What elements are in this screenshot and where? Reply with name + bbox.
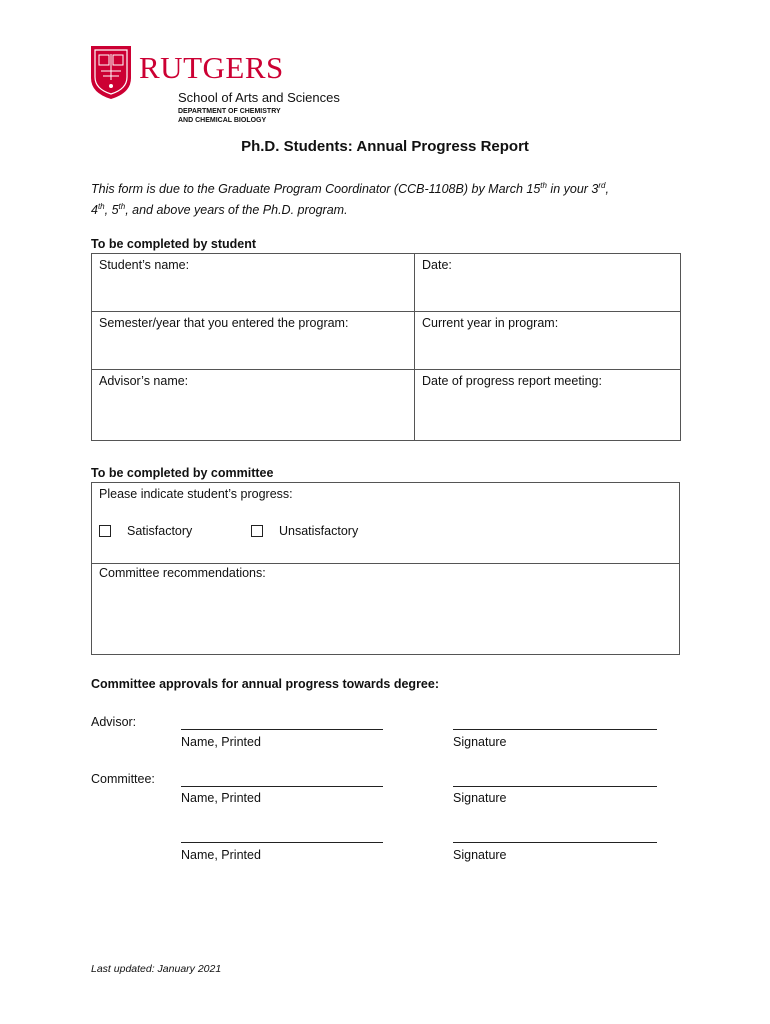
committee-section-heading: To be completed by committee bbox=[91, 466, 274, 480]
recommendations-label: Committee recommendations: bbox=[99, 566, 266, 580]
meeting-date-field[interactable]: Date of progress report meeting: bbox=[415, 370, 681, 441]
committee-name-caption-2: Name, Printed bbox=[181, 848, 261, 862]
student-name-field[interactable]: Student’s name: bbox=[92, 254, 415, 312]
advisor-signature-line[interactable] bbox=[453, 729, 657, 730]
progress-row bbox=[92, 483, 679, 564]
committee-signature-line-1[interactable] bbox=[453, 786, 657, 787]
committee-name-line-1[interactable] bbox=[181, 786, 383, 787]
last-updated-note: Last updated: January 2021 bbox=[91, 963, 222, 975]
unsatisfactory-option[interactable] bbox=[251, 524, 358, 538]
unsatisfactory-label: Unsatisfactory bbox=[279, 524, 359, 538]
entry-semester-field[interactable]: Semester/year that you entered the program: bbox=[92, 312, 415, 370]
satisfactory-option[interactable] bbox=[99, 524, 192, 538]
advisor-signature-caption: Signature bbox=[453, 735, 507, 749]
advisor-label: Advisor: bbox=[91, 715, 137, 729]
committee-signature-caption-1: Signature bbox=[453, 791, 507, 805]
rutgers-wordmark: RUTGERS bbox=[139, 50, 284, 85]
progress-prompt: Please indicate student’s progress: bbox=[99, 487, 293, 501]
rutgers-logo bbox=[91, 46, 351, 126]
rutgers-shield-icon bbox=[91, 46, 131, 99]
table-row bbox=[92, 254, 681, 312]
table-row bbox=[92, 370, 681, 441]
department-name: DEPARTMENT OF CHEMISTRY AND CHEMICAL BIOLOGY bbox=[178, 108, 281, 124]
intro-text: This form is due to the Graduate Program Coordinator (CCB-1108B) by March 15th in your 3rd, 4th, 5th, and above years of the Ph.D. program. bbox=[91, 180, 609, 217]
page-title: Ph.D. Students: Annual Progress Report bbox=[241, 138, 529, 155]
advisor-name-caption: Name, Printed bbox=[181, 735, 261, 749]
advisor-name-field[interactable]: Advisor’s name: bbox=[92, 370, 415, 441]
table-row bbox=[92, 312, 681, 370]
satisfactory-checkbox[interactable] bbox=[99, 525, 111, 537]
approvals-heading: Committee approvals for annual progress towards degree: bbox=[91, 677, 439, 691]
school-name: School of Arts and Sciences bbox=[178, 90, 340, 105]
current-year-field[interactable]: Current year in program: bbox=[415, 312, 681, 370]
satisfactory-label: Satisfactory bbox=[127, 524, 193, 538]
student-section-heading: To be completed by student bbox=[91, 237, 257, 251]
committee-label: Committee: bbox=[91, 772, 155, 786]
advisor-name-line[interactable] bbox=[181, 729, 383, 730]
committee-box bbox=[91, 482, 680, 655]
unsatisfactory-checkbox[interactable] bbox=[251, 525, 263, 537]
committee-name-line-2[interactable] bbox=[181, 842, 383, 843]
date-field[interactable]: Date: bbox=[415, 254, 681, 312]
committee-signature-caption-2: Signature bbox=[453, 848, 507, 862]
student-info-table bbox=[91, 253, 681, 441]
committee-name-caption-1: Name, Printed bbox=[181, 791, 261, 805]
committee-signature-line-2[interactable] bbox=[453, 842, 657, 843]
